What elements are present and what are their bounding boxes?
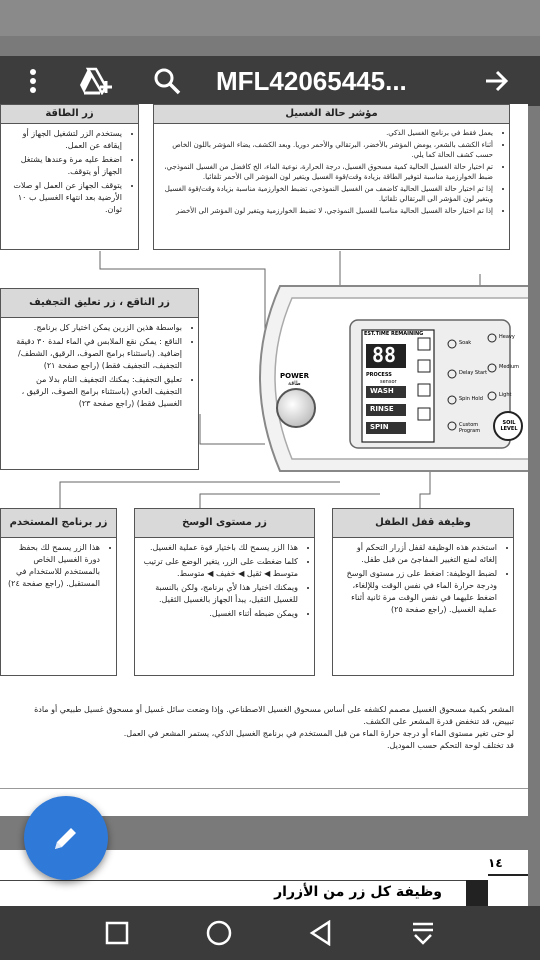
soil-item: • ويمكن ضبطه أثناء الغسيل. [141,608,298,620]
soil-box-header: زر مستوى الوسخ [135,509,314,538]
status-bar-area [0,0,540,36]
child-lock-description [332,508,514,676]
wash-status-indicator-description [153,104,510,250]
page-bottom-rule [0,788,528,789]
medium-label: Medium [499,364,519,370]
power-button-description [0,104,139,250]
spin-hold-label: Spin Hold [459,396,483,402]
heavy-label: Heavy [499,334,515,340]
next-page-rule [488,874,528,876]
soil-item: • كلما ضغطت على الزر، يتغير الوضع على ترتيب متوسط ◀ ثقيل ◀ خفيف ◀ متوسط. [141,556,298,580]
user-program-description [0,508,117,676]
next-page-heading: وظيفة كل زر من الأزرار [274,884,442,900]
indicator-item: • يعمل فقط في برنامج الغسيل الذكي. [160,128,493,138]
indicator-box-header: مؤشر حالة الغسيل [154,105,509,124]
next-page-heading-bar [466,880,488,906]
soil-item: • هذا الزر يسمح لك باختيار قوة عملية الغسيل. [141,542,298,554]
user-program-header: زر برنامج المستخدم [1,509,116,538]
next-page-heading-line [0,880,466,881]
wash-label: WASH [370,387,394,395]
power-item: • اضغط عليه مرة وعندها يشتغل الجهاز أو يتوقف. [7,154,122,178]
indicator-item: • تم اختيار حالة الغسيل الحالية كمية مسحوق الغسيل، درجة الحرارة، نوعية الماء، الخ كافضل من الغسيل النموذجي، ضبط الخوارزمية مناسبة لتوفير الطاقة بزيادة وقت/قوة الغسيل ويتغير لون المؤشر الى الأحمر تلقائيا. [160,162,493,182]
display-label: EST.TIME REMAINING [364,331,424,337]
edit-pencil-icon [51,823,81,853]
document-page [0,104,528,816]
rinse-spin-item: • الناقع : يمكن نقع الملابس في الماء لمدة ٣٠ دقيقة إضافية. (باستثناء برامج الصوف، الرقيق، الشطف/التجفيف، التجفيف فقط) (راجع صفحة ٢١) [7,336,182,372]
soil-level-label: SOIL LEVEL [500,420,518,432]
soil-level-description [134,508,315,676]
indicator-item: • إذا تم اختيار حالة الغسيل الحالية مناسبا للغسيل النموذجي، لا تضبط الخوارزمية ويتغير لون المؤشر الى الأخضر [160,206,493,216]
indicator-item: • أثناء الكشف بالشعر، يومض المؤشر بالأخضر، البرتقالي والأحمر دوريا. وبعد الكشف، يضاء المؤشر باللون الخاص حسب كشف الحالة كما يلي. [160,140,493,160]
rinse-label: RINSE [370,405,394,413]
custom-program-label: Custom Program [459,422,481,434]
indicator-item: • إذا تم اختيار حالة الغسيل الحالية كاضعف من الغسيل النموذجي، تضبط الخوارزمية مناسبة بزيادة وقت/قوة الغسيل ويتغير لون المؤشر الى البرتقالي تلقائيا. [160,184,493,204]
notifications-down-icon[interactable] [406,916,440,950]
child-lock-header: وظيفة قفل الطفل [333,509,513,538]
document-title: MFL42065445... [216,66,407,96]
drive-add-icon[interactable] [78,64,112,98]
user-program-item: • هذا الزر يسمح لك بحفظ دورة الغسيل الخاص بالمستخدم للاستخدام في المستقبل. (راجع صفحة ٢٤) [7,542,100,590]
sensor-label: sensor [380,379,397,385]
process-label: PROCESS [366,372,392,378]
home-icon[interactable] [202,916,236,950]
child-lock-item: • استخدم هذه الوظيفة لقفل أزرار التحكم أو إلغائه لمنع التغيير المفاجئ من قبل طفل. [339,542,497,566]
power-item: • يستخدم الزر لتشغيل الجهاز أو إيقافه عن العمل. [7,128,122,152]
app-toolbar [0,56,540,106]
back-icon[interactable] [304,916,338,950]
child-lock-item: • لضبط الوظيفة: اضغط على زر مستوى الوسخ ودرجة حرارة الماء في نفس الوقت وللإلغاء، اضغط عليهما في نفس الوقت مرة ثانية أثناء عملية الغسيل. (راجع صفحة ٢٥) [339,568,497,616]
recent-apps-icon[interactable] [100,916,134,950]
power-label: POWER [280,372,309,380]
next-page-number: ١٤ [488,856,503,870]
rinse-spin-box-header: زر الناقع ، زر تعليق التجفيف [1,289,198,318]
display-digits: 88 [372,343,397,367]
control-panel-drawing [240,276,528,476]
spin-label: SPIN [370,423,389,431]
search-icon[interactable] [150,64,184,98]
light-label: Light [499,392,512,398]
rinse-spin-item: • بواسطة هذين الزرين يمكن اختيار كل برنامج. [7,322,182,334]
soak-spin-hold-description [0,288,199,470]
arrow-forward-icon[interactable] [480,64,514,98]
power-item: • يتوقف الجهاز عن العمل او صلات الأرضية بعد انتهاء الغسيل ب ١٠ ثوان. [7,180,122,216]
rinse-spin-item: • تعليق التجفيف: يمكنك التجفيف التام بدلا من التجفيف العادي (باستثناء برامج الصوف، الرقيق ، الغسيل فقط) (راجع صفحة ٢٣) [7,374,182,410]
power-box-header: زر الطاقة [1,105,138,124]
footnotes [14,704,514,752]
footnote: المشعر بكمية مسحوق الغسيل مصمم لكشفه على أساس مسحوق الغسيل الاصطناعي. وإذا وضعت سائل غسيل أو مسحوق غسيل طبيعي أو مادة تبييض، قد تنخفض قدرة المشعر على الكشف. [34,705,514,726]
delay-start-label: Delay Start [459,370,488,376]
power-knob[interactable] [276,388,316,428]
footnote: قد تختلف لوحة التحكم حسب الموديل. [386,741,514,750]
system-navigation-bar [0,906,540,960]
footnote: لو حتى تغير مستوى الماء أو درجة حرارة الماء من قبل المستخدم في برنامج الغسيل الذكي، يستمر المشعر في العمل. [123,729,514,738]
soil-item: • ويمكنك اختيار هذا لأي برنامج، ولكن بالنسبة للغسيل الثقيل، يبدأ الجهاز بالغسيل الثقيل. [141,582,298,606]
power-label-ar: طاقة [288,380,301,387]
more-vert-icon[interactable] [16,64,50,98]
soak-label: Soak [459,340,472,346]
edit-fab-button[interactable] [24,796,108,880]
